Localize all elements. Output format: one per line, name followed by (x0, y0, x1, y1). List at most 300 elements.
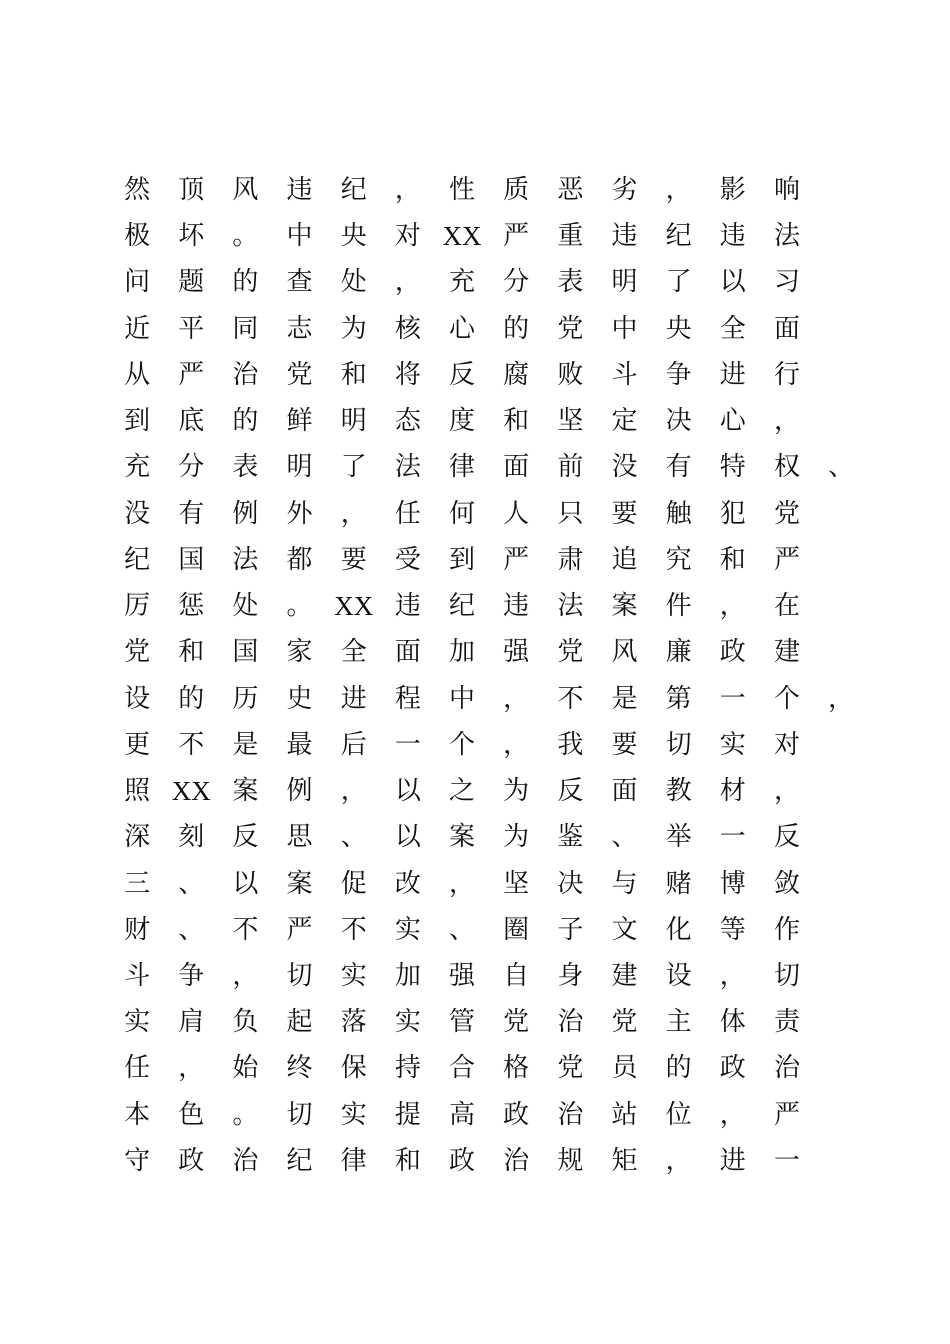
text-char: 合 (449, 1053, 476, 1084)
text-char: 敛 (773, 868, 800, 899)
text-char: 规 (557, 1145, 584, 1176)
text-char: 心 (449, 313, 476, 344)
text-char: 负 (232, 1007, 259, 1038)
text-char: 以 (394, 822, 421, 853)
text-char: 将 (394, 359, 421, 390)
text-char: 建 (773, 637, 800, 668)
text-char: 刻 (178, 822, 205, 853)
text-char: 追 (611, 544, 638, 575)
text-char: 实 (340, 960, 367, 991)
text-char: 治 (232, 1145, 259, 1176)
text-line (110, 999, 910, 1045)
text-char: ， (719, 1099, 746, 1130)
text-char: 党 (611, 1007, 638, 1038)
text-char: 案 (449, 822, 476, 853)
text-char: 等 (719, 914, 746, 945)
text-char: 要 (340, 544, 367, 575)
text-char: 肃 (557, 544, 584, 575)
text-char: 照 (124, 776, 151, 807)
text-char: 处 (340, 267, 367, 298)
text-char: 政 (503, 1099, 530, 1130)
text-char: 始 (232, 1053, 259, 1084)
text-char: 更 (124, 729, 151, 760)
text-char: 分 (178, 452, 205, 483)
text-char: 赌 (665, 868, 692, 899)
text-char: 心 (719, 406, 746, 437)
text-char: 在 (773, 591, 800, 622)
text-char: 都 (286, 544, 313, 575)
text-char: 实 (719, 729, 746, 760)
text-char: 腐 (503, 359, 530, 390)
text-line (110, 768, 910, 814)
text-char: 坚 (503, 868, 530, 899)
text-char: 决 (557, 868, 584, 899)
text-char: 败 (557, 359, 584, 390)
text-char: 严 (286, 914, 313, 945)
text-char: 劣 (611, 175, 638, 205)
text-char: 惩 (178, 591, 205, 622)
text-char: 严 (178, 359, 205, 390)
text-char: 斗 (124, 960, 151, 991)
text-char: 法 (232, 544, 259, 575)
text-char: 受 (394, 544, 421, 575)
text-char: 度 (449, 406, 476, 437)
text-char: 切 (286, 960, 313, 991)
text-char: ， (178, 1053, 205, 1084)
text-char: 治 (232, 359, 259, 390)
text-char: 明 (340, 406, 367, 437)
text-char: 终 (286, 1053, 313, 1084)
text-char: 风 (232, 175, 259, 205)
text-char: 廉 (665, 637, 692, 668)
text-char: 以 (232, 868, 259, 899)
text-char: 设 (665, 960, 692, 991)
text-char: 了 (340, 452, 367, 483)
text-char: 治 (557, 1099, 584, 1130)
text-char: 违 (611, 221, 638, 252)
text-char: 色 (178, 1099, 205, 1130)
text-char: 责 (773, 1007, 800, 1038)
text-char: 国 (232, 637, 259, 668)
text-char: 表 (557, 267, 584, 298)
text-char: 、 (611, 822, 638, 853)
text-line (110, 352, 910, 398)
text-char: 加 (449, 637, 476, 668)
text-char: 违 (719, 221, 746, 252)
text-line (110, 583, 910, 629)
text-char: 进 (719, 1145, 746, 1176)
text-char: 了 (665, 267, 692, 298)
text-char: 一 (773, 1145, 800, 1176)
text-char: 坚 (557, 406, 584, 437)
text-char: 促 (340, 868, 367, 899)
text-char: ， (719, 591, 746, 622)
text-line (110, 213, 910, 259)
text-char: 教 (665, 776, 692, 807)
text-char: 政 (449, 1145, 476, 1176)
text-char: 法 (394, 452, 421, 483)
text-char: 究 (665, 544, 692, 575)
text-char: 的 (232, 406, 259, 437)
text-char: 风 (611, 637, 638, 668)
text-char: 强 (449, 960, 476, 991)
text-char: 的 (665, 1053, 692, 1084)
text-char: 以 (719, 267, 746, 298)
text-char: 、 (449, 914, 476, 945)
text-char: 犯 (719, 498, 746, 529)
text-line (110, 907, 910, 953)
text-char: 和 (340, 359, 367, 390)
text-char: 党 (773, 498, 800, 529)
text-char: 思 (286, 822, 313, 853)
text-char: 定 (611, 406, 638, 437)
text-char: 外 (286, 498, 313, 529)
text-char: 保 (340, 1053, 367, 1084)
text-char: ， (503, 729, 530, 760)
text-char: 。 (232, 221, 259, 252)
text-char: 个 (773, 683, 800, 714)
text-char: 治 (503, 1145, 530, 1176)
text-char: 党 (286, 359, 313, 390)
text-char: 圈 (503, 914, 530, 945)
text-char: 特 (719, 452, 746, 483)
text-char: 与 (611, 868, 638, 899)
text-char: 案 (286, 868, 313, 899)
text-char: 治 (557, 1007, 584, 1038)
text-char: 为 (340, 313, 367, 344)
text-char: 实 (394, 1007, 421, 1038)
body-text (110, 167, 910, 1184)
text-char: 查 (286, 267, 313, 298)
text-char: 纪 (124, 544, 151, 575)
text-char: 响 (773, 175, 800, 205)
text-char: 党 (124, 637, 151, 668)
text-char: 反 (449, 359, 476, 390)
text-char: ， (503, 683, 530, 714)
text-char: 作 (773, 914, 800, 945)
text-char: 触 (665, 498, 692, 529)
text-line (110, 953, 910, 999)
text-char: 为 (503, 776, 530, 807)
text-char: 、 (178, 914, 205, 945)
text-char: 严 (773, 544, 800, 575)
text-char: ， (232, 960, 259, 991)
text-char: 重 (557, 221, 584, 252)
text-char: ， (665, 1145, 692, 1176)
text-char: ， (340, 776, 367, 807)
text-char: 员 (611, 1053, 638, 1084)
text-char: 之 (449, 776, 476, 807)
text-char: 财 (124, 914, 151, 945)
text-char: 件 (665, 591, 692, 622)
text-char: 肩 (178, 1007, 205, 1038)
text-char: 的 (503, 313, 530, 344)
text-char: 只 (557, 498, 584, 529)
text-char: 性 (449, 175, 476, 205)
text-char: 不 (232, 914, 259, 945)
text-char: 习 (773, 267, 800, 298)
text-char: 央 (665, 313, 692, 344)
text-char: 建 (611, 960, 638, 991)
text-char: 明 (611, 267, 638, 298)
text-char: 没 (611, 452, 638, 483)
text-line (110, 722, 910, 768)
text-char: 切 (286, 1099, 313, 1130)
text-char: 切 (773, 960, 800, 991)
text-char: 然 (124, 175, 151, 205)
text-char: 家 (286, 637, 313, 668)
text-char: 不 (178, 729, 205, 760)
text-char: 极 (124, 221, 151, 252)
text-char: ， (719, 960, 746, 991)
text-char: 中 (449, 683, 476, 714)
text-char: ， (449, 868, 476, 899)
text-char: 治 (773, 1053, 800, 1084)
text-char: 处 (232, 591, 259, 622)
text-char: 前 (557, 452, 584, 483)
text-char: 律 (449, 452, 476, 483)
text-char: 、 (828, 452, 855, 483)
text-char: 权 (773, 452, 800, 483)
text-char: 何 (449, 498, 476, 529)
text-char: 要 (611, 729, 638, 760)
text-char: ， (394, 267, 421, 298)
text-char: 争 (665, 359, 692, 390)
text-char: 不 (557, 683, 584, 714)
text-char: 一 (394, 729, 421, 760)
text-char: 政 (178, 1145, 205, 1176)
text-char: 问 (124, 267, 151, 298)
text-char: 严 (503, 544, 530, 575)
text-char: 和 (503, 406, 530, 437)
text-char: 党 (557, 1053, 584, 1084)
text-char: 实 (394, 914, 421, 945)
text-char: 分 (503, 267, 530, 298)
text-char: 违 (286, 175, 313, 205)
text-char: 反 (557, 776, 584, 807)
text-char: 后 (340, 729, 367, 760)
text-char: 政 (719, 637, 746, 668)
text-line (110, 676, 910, 722)
text-char: 一 (719, 683, 746, 714)
text-char: 实 (124, 1007, 151, 1038)
text-line (110, 1045, 910, 1091)
text-char: 同 (232, 313, 259, 344)
text-char: 志 (286, 313, 313, 344)
text-char: 违 (394, 591, 421, 622)
text-char: 面 (773, 313, 800, 344)
text-line (110, 1092, 910, 1138)
text-char: 是 (611, 683, 638, 714)
text-char: 。 (286, 591, 313, 622)
text-char: 恶 (557, 175, 584, 205)
text-char: 案 (232, 776, 259, 807)
text-char: 和 (178, 637, 205, 668)
text-char: 切 (665, 729, 692, 760)
text-char: 人 (503, 498, 530, 529)
text-char: 纪 (665, 221, 692, 252)
text-char: 纪 (449, 591, 476, 622)
text-char: 鉴 (557, 822, 584, 853)
text-char: 三 (124, 868, 151, 899)
text-char: 以 (394, 776, 421, 807)
text-char: 不 (340, 914, 367, 945)
text-char: 博 (719, 868, 746, 899)
text-char: 是 (232, 729, 259, 760)
text-char: 站 (611, 1099, 638, 1130)
text-char: 强 (503, 637, 530, 668)
text-char: XX (334, 591, 374, 622)
text-char: 一 (719, 822, 746, 853)
text-char: 、 (340, 822, 367, 853)
text-char: 守 (124, 1145, 151, 1176)
text-char: ， (340, 498, 367, 529)
text-char: 底 (178, 406, 205, 437)
text-char: 主 (665, 1007, 692, 1038)
text-char: 子 (557, 914, 584, 945)
text-char: ， (665, 175, 692, 205)
text-char: 格 (503, 1053, 530, 1084)
text-char: 厉 (124, 591, 151, 622)
text-char: 央 (340, 221, 367, 252)
text-char: 到 (124, 406, 151, 437)
text-char: 个 (449, 729, 476, 760)
text-char: 没 (124, 498, 151, 529)
text-char: 自 (503, 960, 530, 991)
text-char: 身 (557, 960, 584, 991)
text-char: 加 (394, 960, 421, 991)
text-char: 国 (178, 544, 205, 575)
text-char: 党 (503, 1007, 530, 1038)
text-char: ， (773, 776, 800, 807)
text-char: 高 (449, 1099, 476, 1130)
text-char: 行 (773, 359, 800, 390)
text-char: 影 (719, 175, 746, 205)
text-char: ， (394, 175, 421, 205)
text-char: 面 (611, 776, 638, 807)
text-char: 核 (394, 313, 421, 344)
text-char: 和 (719, 544, 746, 575)
text-char: 第 (665, 683, 692, 714)
text-char: 持 (394, 1053, 421, 1084)
text-char: 全 (340, 637, 367, 668)
text-char: 面 (503, 452, 530, 483)
text-char: ， (828, 683, 855, 714)
text-char: 顶 (178, 175, 205, 205)
text-char: 反 (773, 822, 800, 853)
text-char: 中 (611, 313, 638, 344)
text-char: 对 (773, 729, 800, 760)
text-char: 我 (557, 729, 584, 760)
text-char: XX (442, 221, 482, 252)
text-char: 案 (611, 591, 638, 622)
text-char: ， (773, 406, 800, 437)
text-char: 争 (178, 960, 205, 991)
text-char: 决 (665, 406, 692, 437)
text-char: 进 (719, 359, 746, 390)
text-char: 严 (773, 1099, 800, 1130)
text-char: 的 (178, 683, 205, 714)
text-line (110, 861, 910, 907)
text-char: 例 (286, 776, 313, 807)
text-char: 中 (286, 221, 313, 252)
text-line (110, 814, 910, 860)
text-char: 坏 (178, 221, 205, 252)
text-char: 最 (286, 729, 313, 760)
text-char: 进 (340, 683, 367, 714)
text-line (110, 444, 910, 490)
text-char: 严 (503, 221, 530, 252)
text-char: 平 (178, 313, 205, 344)
text-char: 。 (232, 1099, 259, 1130)
text-char: 全 (719, 313, 746, 344)
text-char: 反 (232, 822, 259, 853)
text-char: 近 (124, 313, 151, 344)
text-char: XX (171, 776, 211, 807)
text-line (110, 167, 910, 213)
text-char: 举 (665, 822, 692, 853)
text-char: 态 (394, 406, 421, 437)
text-char: 起 (286, 1007, 313, 1038)
text-char: 法 (557, 591, 584, 622)
text-char: 要 (611, 498, 638, 529)
text-char: 对 (394, 221, 421, 252)
text-char: 文 (611, 914, 638, 945)
text-char: 本 (124, 1099, 151, 1130)
text-char: 党 (557, 313, 584, 344)
text-char: 设 (124, 683, 151, 714)
text-char: 体 (719, 1007, 746, 1038)
text-char: 纪 (286, 1145, 313, 1176)
text-char: 史 (286, 683, 313, 714)
text-line (110, 306, 910, 352)
text-char: 历 (232, 683, 259, 714)
text-char: 改 (394, 868, 421, 899)
text-char: 明 (286, 452, 313, 483)
text-char: 违 (503, 591, 530, 622)
text-line (110, 398, 910, 444)
text-char: 实 (340, 1099, 367, 1130)
text-char: 管 (449, 1007, 476, 1038)
text-char: 提 (394, 1099, 421, 1130)
text-char: 纪 (340, 175, 367, 205)
text-char: 矩 (611, 1145, 638, 1176)
text-char: 鲜 (286, 406, 313, 437)
text-char: 和 (394, 1145, 421, 1176)
text-char: 斗 (611, 359, 638, 390)
text-char: 质 (503, 175, 530, 205)
text-char: 表 (232, 452, 259, 483)
text-char: 位 (665, 1099, 692, 1130)
text-line (110, 259, 910, 305)
text-char: 材 (719, 776, 746, 807)
text-char: 面 (394, 637, 421, 668)
text-char: 的 (232, 267, 259, 298)
text-char: 到 (449, 544, 476, 575)
text-char: 有 (178, 498, 205, 529)
text-char: 律 (340, 1145, 367, 1176)
text-char: 落 (340, 1007, 367, 1038)
text-char: 任 (394, 498, 421, 529)
text-line (110, 491, 910, 537)
text-char: 充 (449, 267, 476, 298)
text-line (110, 537, 910, 583)
text-char: 例 (232, 498, 259, 529)
text-char: 从 (124, 359, 151, 390)
text-char: 党 (557, 637, 584, 668)
text-line (110, 629, 910, 675)
text-char: 题 (178, 267, 205, 298)
